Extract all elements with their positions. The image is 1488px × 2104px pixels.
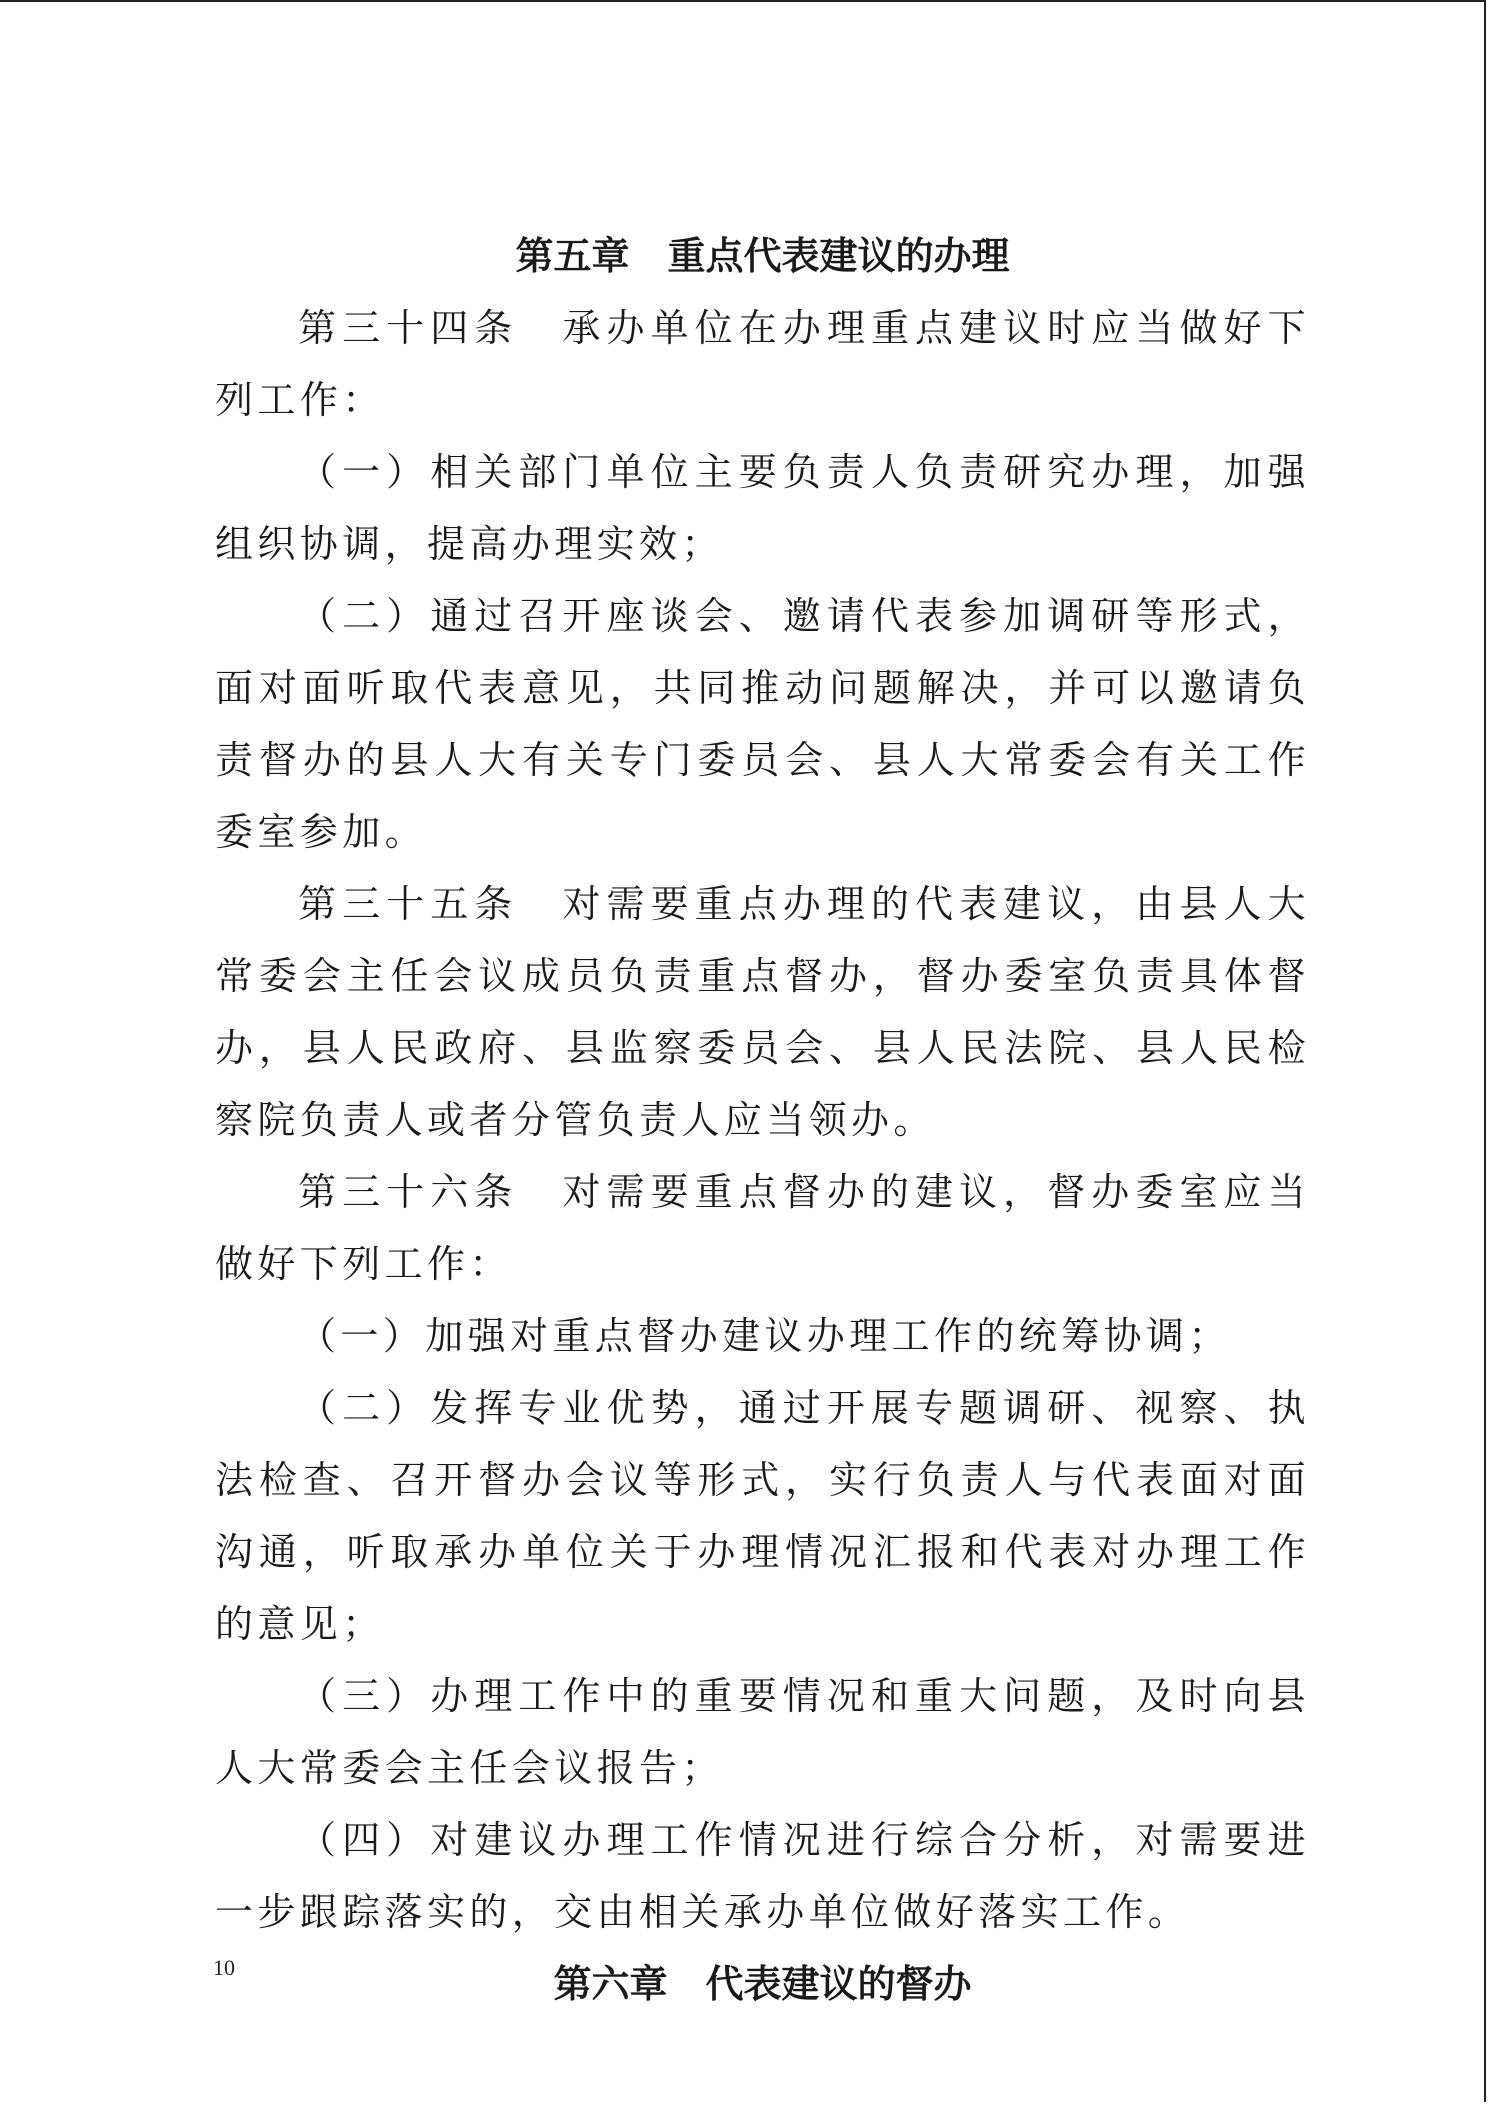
document-body — [215, 220, 1310, 2020]
chapter-5-title: 第五章 重点代表建议的办理 — [515, 234, 1010, 278]
article-35: 第三十五条 对需要重点办理的代表建议，由县人大常委会主任会议成员负责重点督办，督办委室负责具体督办，县人民政府、县监察委员会、县人民法院、县人民检察院负责人或者分管负责人应当领办。 — [215, 882, 1310, 1142]
chapter-6-title: 第六章 代表建议的督办 — [553, 1962, 972, 2006]
article-36-item-2: （二）发挥专业优势，通过开展专题调研、视察、执法检查、召开督办会议等形式，实行负责人与代表面对面沟通，听取承办单位关于办理情况汇报和代表对办理工作的意见； — [215, 1386, 1310, 1646]
article-34-item-1: （一）相关部门单位主要负责人负责研究办理，加强组织协调，提高办理实效； — [215, 450, 1310, 566]
article-36-intro: 第三十六条 对需要重点督办的建议，督办委室应当做好下列工作： — [215, 1170, 1310, 1286]
article-36-item-1: （一）加强对重点督办建议办理工作的统筹协调； — [298, 1314, 1231, 1358]
article-36-item-4: （四）对建议办理工作情况进行综合分析，对需要进一步跟踪落实的，交由相关承办单位做好落实工作。 — [215, 1818, 1310, 1934]
article-34-intro: 第三十四条 承办单位在办理重点建议时应当做好下列工作： — [215, 306, 1310, 422]
article-34-item-2: （二）通过召开座谈会、邀请代表参加调研等形式，面对面听取代表意见，共同推动问题解决，并可以邀请负责督办的县人大有关专门委员会、县人大常委会有关工作委室参加。 — [215, 594, 1310, 854]
article-36-item-3: （三）办理工作中的重要情况和重大问题，及时向县人大常委会主任会议报告； — [215, 1674, 1310, 1790]
page-number: 10 — [213, 1955, 235, 1980]
